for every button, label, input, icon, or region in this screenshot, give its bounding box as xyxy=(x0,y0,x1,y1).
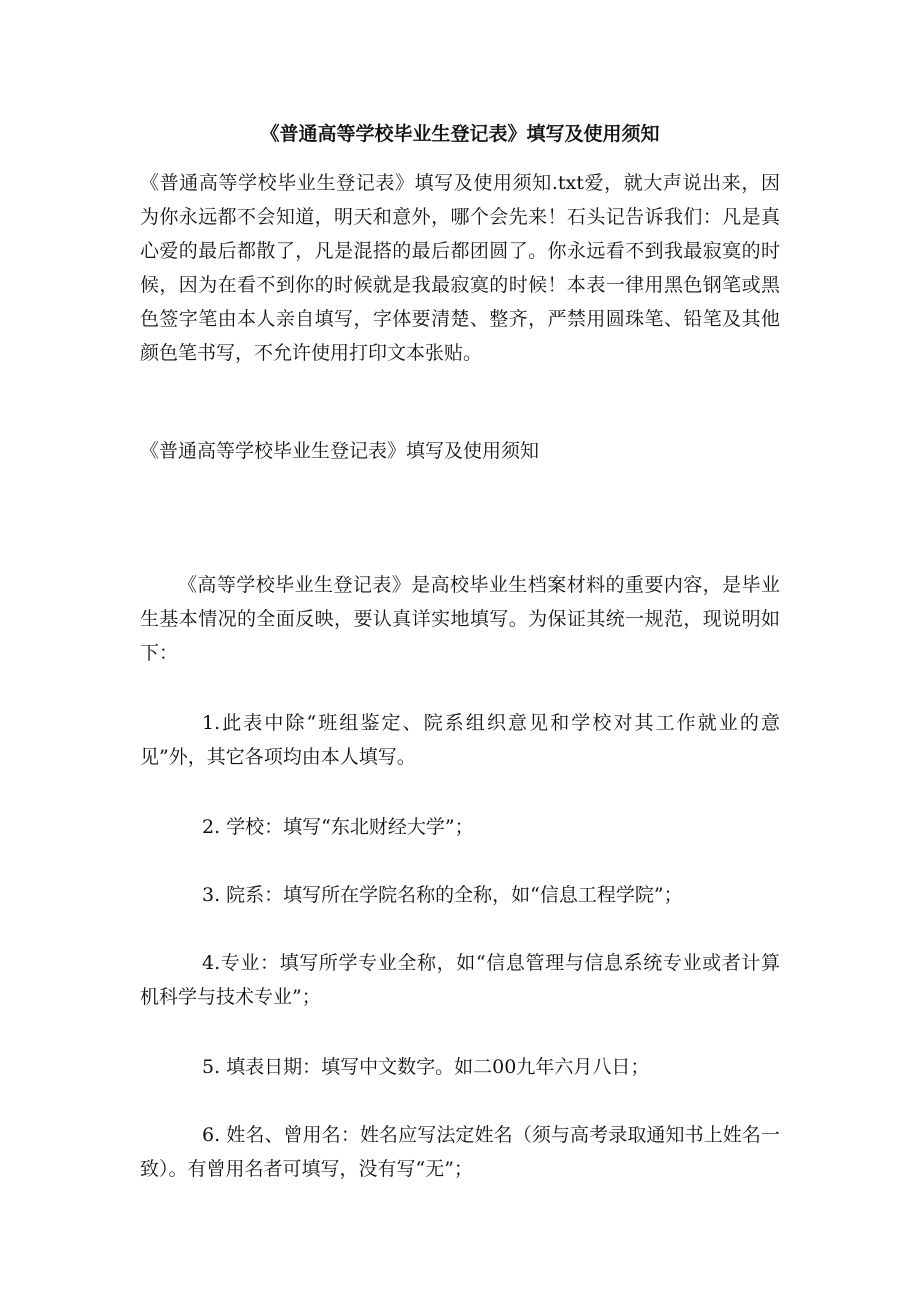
item-4: 4.专业：填写所学专业全称，如“信息管理与信息系统专业或者计算机科学与技术专业”； xyxy=(140,952,780,1008)
item-6: 6. 姓名、曾用名：姓名应写法定姓名（须与高考录取通知书上姓名一致）。有曾用名者可填写，没有写“无”； xyxy=(140,1124,780,1180)
item-1: 1.此表中除“班组鉴定、院系组织意见和学校对其工作就业的意见”外，其它各项均由本人填写。 xyxy=(140,712,780,768)
item-2: 2. 学校：填写“东北财经大学”； xyxy=(202,816,474,838)
subtitle-paragraph: 《普通高等学校毕业生登记表》填写及使用须知 xyxy=(140,440,540,462)
preface-paragraph: 《高等学校毕业生登记表》是高校毕业生档案材料的重要内容，是毕业生基本情况的全面反映，要认真详实地填写。为保证其统一规范，现说明如下： xyxy=(140,574,780,664)
item-5: 5. 填表日期：填写中文数字。如二00九年六月八日； xyxy=(202,1056,650,1078)
document-title: 《普通高等学校毕业生登记表》填写及使用须知 xyxy=(260,123,660,145)
intro-paragraph: 《普通高等学校毕业生登记表》填写及使用须知.txt爱，就大声说出来，因为你永远都不会知道，明天和意外，哪个会先来！石头记告诉我们：凡是真心爱的最后都散了，凡是混搭的最后都团圆了。你永远看不到我最寂寞的时候，因为在看不到你的时候就是我最寂寞的时候！本表一律用黑色钢笔或黑色签字笔由本人亲自填写，字体要清楚、整齐，严禁用圆珠笔、铅笔及其他颜色笔书写，不允许使用打印文本张贴。 xyxy=(140,172,780,364)
item-3: 3. 院系：填写所在学院名称的全称，如“信息工程学院”； xyxy=(202,884,683,906)
